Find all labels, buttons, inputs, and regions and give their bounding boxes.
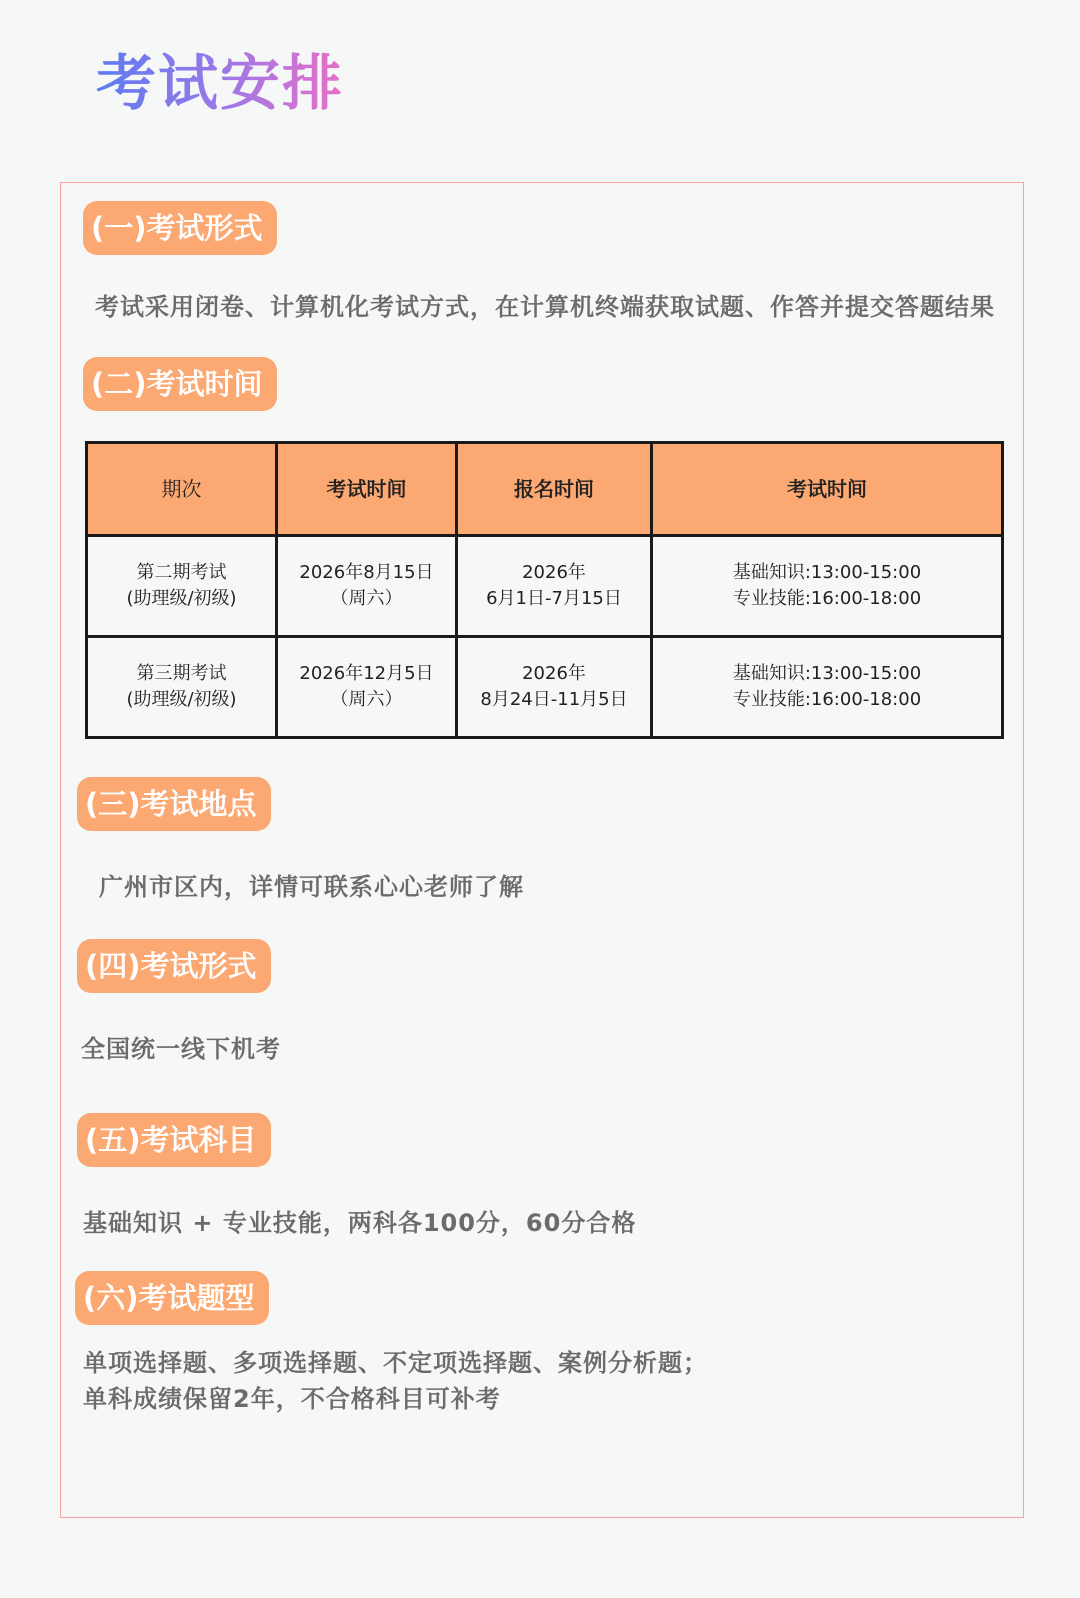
page-title: 考试安排	[96, 49, 344, 119]
section-tag-location: (三)考试地点	[77, 777, 271, 831]
cell-line: 第三期考试	[136, 663, 227, 684]
cell-line: 2026年	[522, 562, 586, 583]
cell-line: 6月1日-7月15日	[486, 588, 622, 609]
table-header-cell: 报名时间	[457, 443, 652, 536]
cell-line: 2026年12月5日	[299, 663, 434, 684]
cell-line: (助理级/初级)	[126, 689, 237, 710]
table-cell	[457, 536, 652, 637]
section-tag-time: (二)考试时间	[83, 357, 277, 411]
cell-line: (助理级/初级)	[126, 588, 237, 609]
table-cell	[87, 637, 277, 738]
table-cell	[277, 637, 457, 738]
cell-line: 2026年8月15日	[299, 562, 434, 583]
cell-line: 专业技能:16:00-18:00	[732, 588, 922, 609]
table-header-cell: 期次	[87, 443, 277, 536]
table-cell	[87, 536, 277, 637]
section-text-subjects: 基础知识 + 专业技能，两科各100分，60分合格	[83, 1209, 637, 1237]
cell-line: 基础知识:13:00-15:00	[732, 663, 922, 684]
schedule-table	[85, 441, 1004, 739]
table-cell	[652, 637, 1003, 738]
section-tag-mode: (四)考试形式	[77, 939, 271, 993]
table-header-cell: 考试时间	[277, 443, 457, 536]
cell-line: 专业技能:16:00-18:00	[732, 689, 922, 710]
table-cell	[277, 536, 457, 637]
section-text-question-types-line1: 单项选择题、多项选择题、不定项选择题、案例分析题；	[83, 1349, 708, 1377]
cell-line: 8月24日-11月5日	[480, 689, 628, 710]
table-header-row	[87, 443, 1003, 536]
table-cell	[457, 637, 652, 738]
section-text-question-types-line2: 单科成绩保留2年，不合格科目可补考	[83, 1385, 501, 1413]
cell-line: 2026年	[522, 663, 586, 684]
section-tag-question-types: (六)考试题型	[75, 1271, 269, 1325]
section-text-location: 广州市区内，详情可联系心心老师了解	[99, 873, 524, 901]
section-tag-subjects: (五)考试科目	[77, 1113, 271, 1167]
cell-line: 基础知识:13:00-15:00	[732, 562, 922, 583]
cell-line: 第二期考试	[136, 562, 227, 583]
table-row	[87, 536, 1003, 637]
table-row	[87, 637, 1003, 738]
schedule-card	[60, 182, 1024, 1518]
section-text-mode: 全国统一线下机考	[81, 1035, 281, 1063]
section-text-format: 考试采用闭卷、计算机化考试方式，在计算机终端获取试题、作答并提交答题结果	[95, 293, 995, 321]
cell-line: （周六）	[330, 588, 403, 609]
section-tag-format: (一)考试形式	[83, 201, 277, 255]
table-cell	[652, 536, 1003, 637]
cell-line: （周六）	[330, 689, 403, 710]
table-header-cell: 考试时间	[652, 443, 1003, 536]
